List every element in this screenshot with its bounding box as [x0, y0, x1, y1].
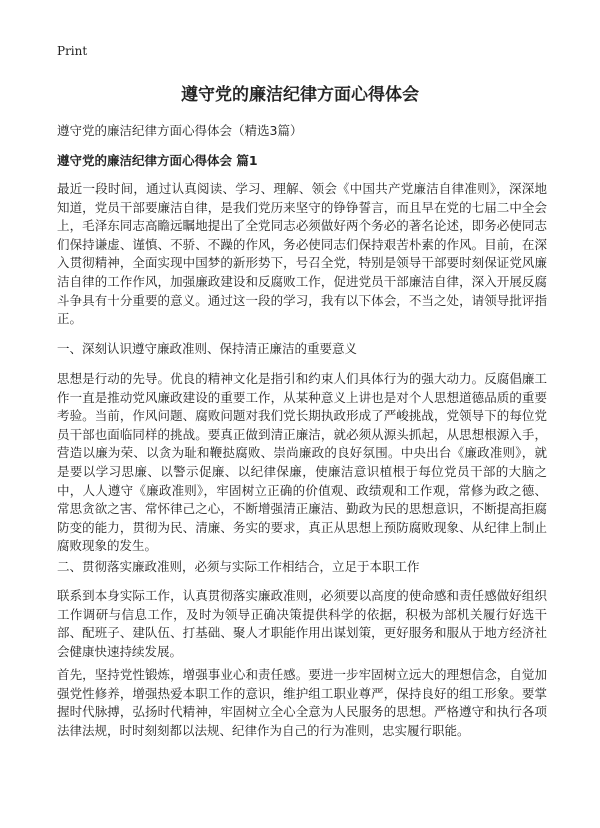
- paragraph-first: 首先，坚持党性锻炼，增强事业心和责任感。要进一步牢固树立远大的理想信念，自觉加强党性修养，增强热爱本职工作的意识，维护组工职业尊严，保持良好的组工形象。要掌握时代脉搏，弘扬时代精神，牢固树立全心全意为人民服务的思想。严格遵守和执行各项法律法规，时时刻刻都以法规、纪律作为自己的行为准则，忠实履行职能。: [57, 667, 547, 738]
- paragraph-intro: 最近一段时间，通过认真阅读、学习、理解、领会《中国共产党廉洁自律准则》，深深地知道，党员干部要廉洁自律，是我们党历来坚守的铮铮誓言，而且早在党的七届二中全会上，毛泽东同志高瞻远瞩地提出了全党同志必须做好两个务必的著名论述，即务必使同志们保持谦虚、谨慎、不骄、不躁的作风，务必使同志们保持艰苦朴素的作风。目前，在深入贯彻精神，全面实现中国梦的新形势下，号召全党，特别是领导干部要时刻保证党风廉洁自律的工作作风，加强廉政建设和反腐败工作，促进党员干部廉洁自律，深入开展反腐斗争具有十分重要的意义。通过这一段的学习，我有以下体会，不当之处，请领导批评指正。: [57, 181, 547, 327]
- paragraph-thought: 思想是行动的先导。优良的精神文化是指引和约束人们具体行为的强大动力。反腐倡廉工作一直是推动党风廉政建设的重要工作，从某种意义上讲也是对个人思想道德品质的重要考验。当前，作风问题、腐败问题对我们党长期执政形成了严峻挑战，党领导下的每位党员干部也面临同样的挑战。要真正做到清正廉洁，就必须从源头抓起，从思想根源入手，营造以廉为荣、以贪为耻和鞭挞腐败、崇尚廉政的良好氛围。中央出台《廉政准则》，就是要以学习思廉、以警示促廉、以纪律保廉，使廉洁意识植根于每位党员干部的大脑之中，人人遵守《廉政准则》，牢固树立正确的价值观、政绩观和工作观，常修为政之德、常思贪欲之害、常怀律己之心，不断增强清正廉洁、勤政为民的思想意识，不断提高拒腐防变的能力，贯彻为民、清廉、务实的要求，真正从思想上预防腐败现象、从纪律上制止腐败现象的发生。: [57, 371, 547, 554]
- print-link[interactable]: Print: [57, 44, 88, 58]
- section-title: 遵守党的廉洁纪律方面心得体会 篇1: [57, 153, 258, 168]
- paragraph-practice: 联系到本身实际工作，认真贯彻落实廉政准则，必须要以高度的使命感和责任感做好组织工作调研与信息工作，及时为领导正确决策提供科学的依据，积极为部机关履行好选干部、配班子、建队伍、打基础、聚人才职能作用出谋划策，更好服务和服从于地方经济社会健康快速持续发展。: [57, 588, 547, 659]
- document-title: 遵守党的廉洁纪律方面心得体会: [181, 85, 419, 105]
- heading-one: 一、深刻认识遵守廉政准则、保持清正廉洁的重要意义: [57, 341, 358, 356]
- document-subtitle: 遵守党的廉洁纪律方面心得体会（精选3篇）: [57, 123, 303, 138]
- heading-two: 二、贯彻落实廉政准则，必须与实际工作相结合，立足于本职工作: [57, 559, 420, 574]
